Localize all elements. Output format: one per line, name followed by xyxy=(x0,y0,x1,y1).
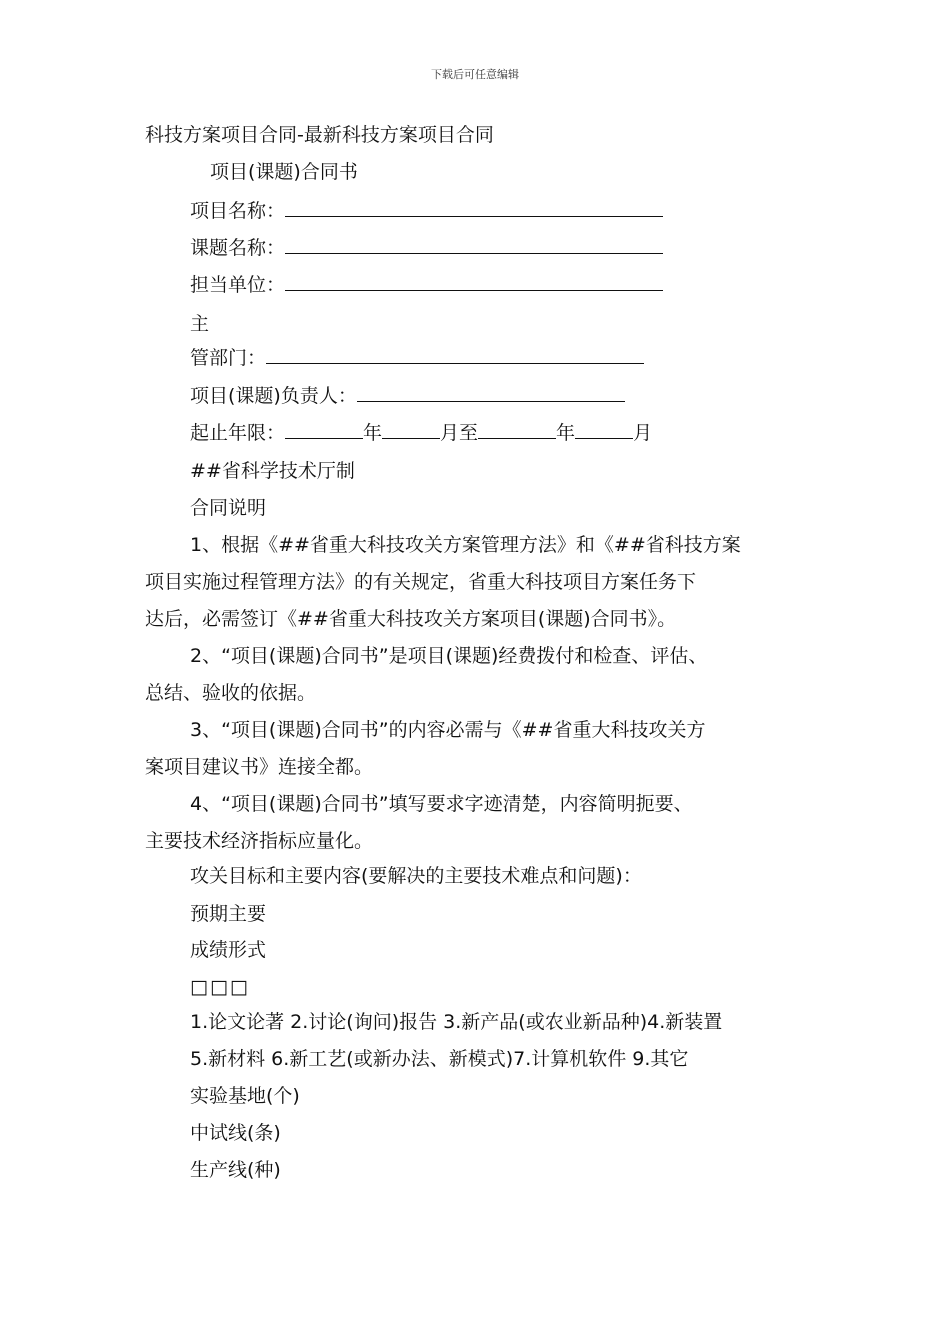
unit-label: 担当单位： xyxy=(190,274,286,296)
month-label: 月 xyxy=(633,422,653,444)
start-year-blank xyxy=(285,420,363,439)
leader-row xyxy=(190,383,625,409)
unit-blank xyxy=(285,272,663,291)
expected-label-b: 成绩形式 xyxy=(190,939,267,961)
topic-name-label: 课题名称： xyxy=(190,237,286,259)
page-header: 下载后可任意编辑 xyxy=(431,68,519,81)
end-year-blank xyxy=(478,420,556,439)
para1-line3: 达后，必需签订《##省重大科技攻关方案项目(课题)合同书》。 xyxy=(145,608,677,630)
dept-label-a: 主 xyxy=(190,313,210,335)
para3-line1: 3、“项目(课题)合同书”的内容必需与《##省重大科技攻关方 xyxy=(190,719,706,741)
dept-label-b: 管部门： xyxy=(190,347,267,369)
options-line2: 5.新材料 6.新工艺(或新办法、新模式)7.计算机软件 9.其它 xyxy=(190,1048,689,1070)
para1-line2: 项目实施过程管理方法》的有关规定，省重大科技项目方案任务下 xyxy=(145,571,697,593)
year-label-2: 年 xyxy=(556,422,576,444)
topic-name-row xyxy=(190,235,663,261)
pilot-line: 中试线(条) xyxy=(190,1122,281,1144)
leader-blank xyxy=(357,383,625,402)
month-to-label: 月至 xyxy=(440,422,479,444)
checkboxes: □□□ xyxy=(190,976,250,998)
period-label: 起止年限： xyxy=(190,422,286,444)
production-line: 生产线(种) xyxy=(190,1159,281,1181)
unit-row xyxy=(190,272,663,298)
dept-row xyxy=(190,345,644,371)
start-month-blank xyxy=(382,420,440,439)
document-subtitle: 项目(课题)合同书 xyxy=(210,161,358,183)
end-month-blank xyxy=(575,420,633,439)
para2-line1: 2、“项目(课题)合同书”是项目(课题)经费拨付和检查、评估、 xyxy=(190,645,708,667)
para3-line2: 案项目建议书》连接全都。 xyxy=(145,756,374,778)
section-title: 合同说明 xyxy=(190,497,267,519)
para1-line1: 1、根据《##省重大科技攻关方案管理方法》和《##省科技方案 xyxy=(190,534,741,556)
document-title: 科技方案项目合同-最新科技方案项目合同 xyxy=(145,124,494,146)
para2-line2: 总结、验收的依据。 xyxy=(145,682,317,704)
project-name-row xyxy=(190,198,663,224)
goals-heading: 攻关目标和主要内容(要解决的主要技术难点和问题)： xyxy=(190,865,642,887)
expected-label-a: 预期主要 xyxy=(190,903,267,925)
topic-name-blank xyxy=(285,235,663,254)
issuer: ##省科学技术厅制 xyxy=(190,460,355,482)
para4-line1: 4、“项目(课题)合同书”填写要求字迹清楚，内容简明扼要、 xyxy=(190,793,693,815)
dept-blank xyxy=(266,345,644,364)
year-label: 年 xyxy=(363,422,383,444)
project-name-label: 项目名称： xyxy=(190,200,286,222)
para4-line2: 主要技术经济指标应量化。 xyxy=(145,830,374,852)
leader-label: 项目(课题)负责人： xyxy=(190,385,357,407)
period-row xyxy=(190,420,652,446)
options-line1: 1.论文论著 2.讨论(询问)报告 3.新产品(或农业新品种)4.新装置 xyxy=(190,1011,723,1033)
experiment-base: 实验基地(个) xyxy=(190,1085,300,1107)
project-name-blank xyxy=(285,198,663,217)
